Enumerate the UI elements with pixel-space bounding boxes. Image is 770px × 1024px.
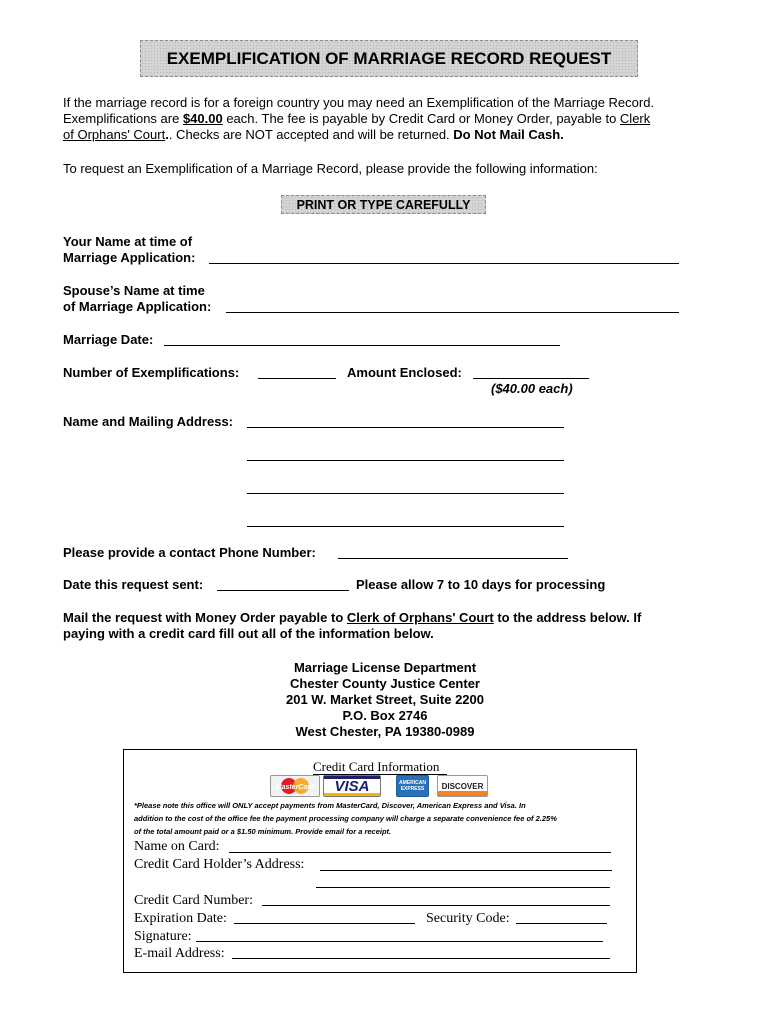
mailing-address-line-3[interactable]	[247, 493, 564, 494]
request-instructions: To request an Exemplification of a Marriage Record, please provide the following information:	[63, 161, 598, 176]
your-name-field[interactable]	[209, 263, 679, 264]
spouse-name-label-1: Spouse’s Name at time	[63, 283, 205, 298]
marriage-date-field[interactable]	[164, 345, 560, 346]
card-number-label: Credit Card Number:	[134, 893, 253, 908]
intro-text-3: . Checks are NOT accepted and will be returned.	[168, 127, 454, 142]
visa-logo	[323, 775, 381, 797]
holder-address-field-1[interactable]	[320, 870, 612, 871]
visa-icon	[324, 776, 380, 796]
clerk-link-2: of Orphans' Court	[63, 127, 166, 142]
holder-address-field-2[interactable]	[316, 887, 610, 888]
num-exemplifications-label: Number of Exemplifications:	[63, 365, 240, 380]
amount-enclosed-field[interactable]	[473, 378, 589, 379]
date-sent-label: Date this request sent:	[63, 577, 204, 592]
mastercard-text: MasterCard	[275, 784, 315, 791]
email-field[interactable]	[232, 958, 610, 959]
print-carefully-label: PRINT OR TYPE CAREFULLY	[281, 195, 486, 214]
intro-text: Exemplifications are	[63, 111, 183, 126]
amount-enclosed-label: Amount Enclosed:	[347, 365, 462, 380]
phone-field[interactable]	[338, 558, 568, 559]
intro-text-2: each. The fee is payable by Credit Card or Money Order, payable to	[222, 111, 620, 126]
fee-amount: $40.00	[182, 111, 223, 126]
holder-address-label: Credit Card Holder’s Address:	[134, 857, 305, 872]
amex-logo	[396, 775, 429, 797]
mailing-address-line-1[interactable]	[247, 427, 564, 428]
security-code-field[interactable]	[516, 923, 607, 924]
your-name-label-2: Marriage Application:	[63, 250, 196, 265]
address-po-box: P.O. Box 2746	[342, 708, 428, 723]
name-on-card-field[interactable]	[229, 852, 611, 853]
mailing-address-label: Name and Mailing Address:	[63, 414, 233, 429]
card-number-field[interactable]	[262, 905, 610, 906]
intro-paragraph	[63, 95, 713, 143]
page-title: EXEMPLIFICATION OF MARRIAGE RECORD REQUEST	[140, 40, 638, 77]
processing-time-note: Please allow 7 to 10 days for processing	[356, 577, 606, 592]
mail-instructions-line-1	[63, 610, 641, 626]
mastercard-icon	[272, 777, 318, 795]
expiration-field[interactable]	[234, 923, 415, 924]
num-exemplifications-field[interactable]	[258, 378, 336, 379]
cc-note-line-3: of the total amount paid or a $1.50 minimum. Provide email for a receipt.	[134, 827, 392, 836]
name-on-card-label: Name on Card:	[134, 839, 220, 854]
mastercard-logo	[270, 775, 320, 797]
spouse-name-label-2: of Marriage Application:	[63, 299, 212, 314]
mailing-address-line-2[interactable]	[247, 460, 564, 461]
spouse-name-field[interactable]	[226, 312, 679, 313]
mail-text: Mail the request with Money Order payable to	[63, 610, 347, 625]
expiration-label: Expiration Date:	[134, 911, 227, 926]
mail-text-2: to the address below. If	[493, 610, 642, 625]
intro-line-1: If the marriage record is for a foreign country you may need an Exemplification of the Marriage Record.	[63, 95, 655, 110]
credit-card-title: Credit Card Information	[313, 759, 440, 774]
clerk-link-1: Clerk	[619, 111, 651, 126]
discover-text: DISCOVER	[441, 781, 484, 791]
discover-logo	[437, 775, 488, 797]
date-sent-field[interactable]	[217, 590, 349, 591]
intro-line-3	[63, 127, 713, 143]
intro-line-2	[63, 111, 713, 127]
address-center: Chester County Justice Center	[290, 676, 480, 691]
signature-label: Signature:	[134, 929, 192, 944]
price-each-note: ($40.00 each)	[491, 381, 573, 396]
marriage-date-label: Marriage Date:	[63, 332, 154, 347]
email-label: E-mail Address:	[134, 946, 225, 961]
signature-field[interactable]	[196, 941, 603, 942]
address-city: West Chester, PA 19380-0989	[295, 724, 475, 739]
clerk-name: Clerk of Orphans' Court	[346, 610, 494, 625]
discover-stripe	[438, 791, 487, 796]
your-name-label-1: Your Name at time of	[63, 234, 193, 249]
phone-label: Please provide a contact Phone Number:	[63, 545, 316, 560]
no-cash-warning: Do Not Mail Cash.	[453, 127, 564, 142]
address-street: 201 W. Market Street, Suite 2200	[286, 692, 484, 707]
visa-text: VISA	[334, 778, 370, 795]
security-code-label: Security Code:	[426, 911, 510, 926]
mailing-address-line-4[interactable]	[247, 526, 564, 527]
intro-period: .	[165, 127, 169, 142]
address-dept: Marriage License Department	[293, 660, 477, 675]
mail-instructions-line-2: paying with a credit card fill out all of the information below.	[63, 626, 434, 641]
cc-note-line-2: addition to the cost of the office fee the payment processing company will charge a separate convenience fee of 2.25%	[134, 814, 557, 823]
amex-icon: AMERICAN EXPRESS	[399, 780, 426, 792]
discover-icon	[442, 782, 484, 791]
cc-note-line-1: *Please note this office will ONLY accept payments from MasterCard, Discover, American Express and Visa. In	[134, 801, 526, 810]
